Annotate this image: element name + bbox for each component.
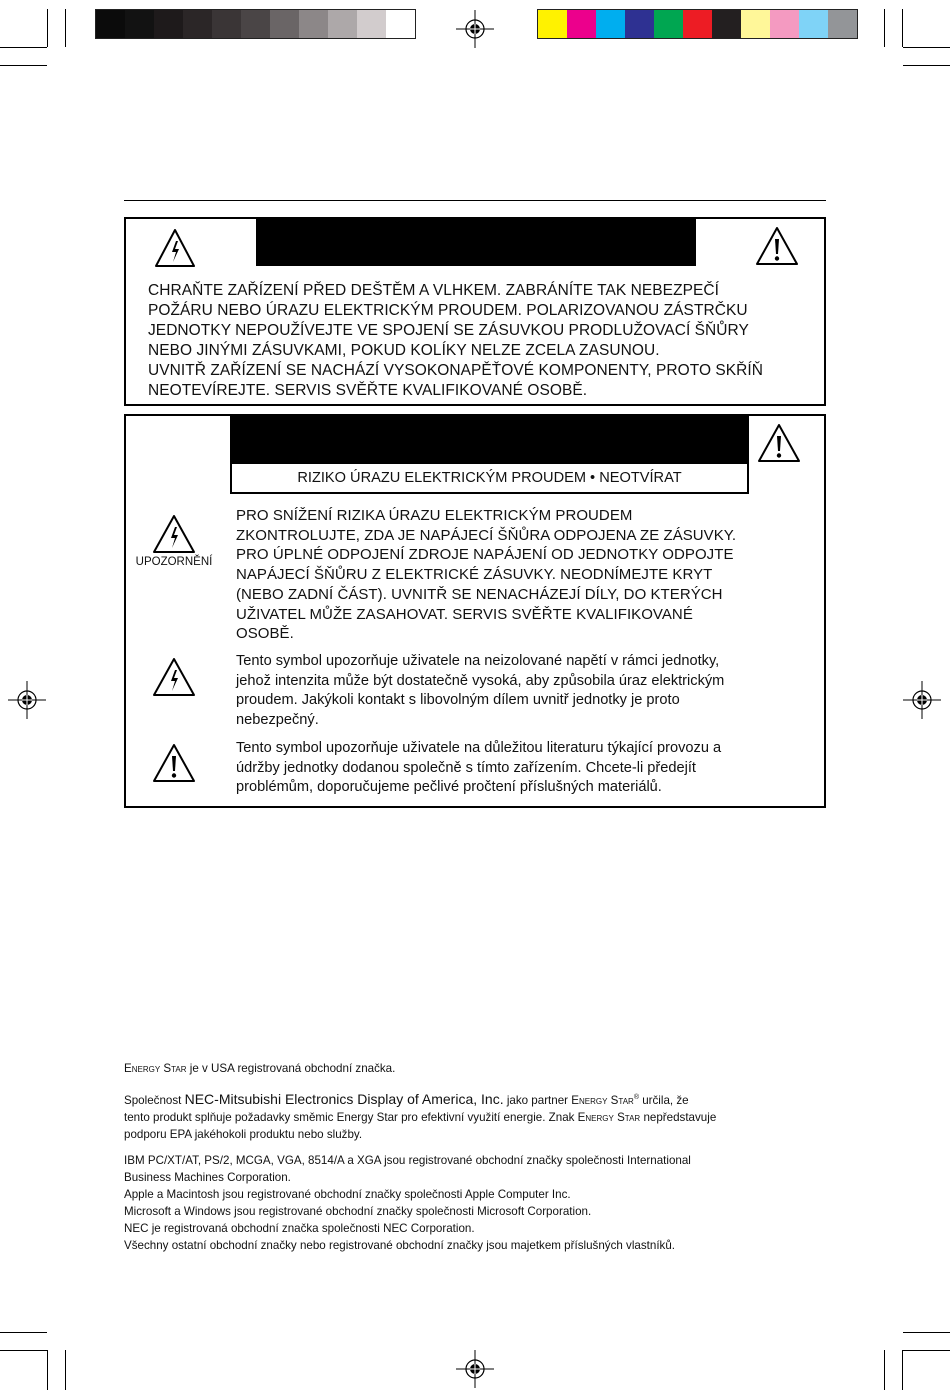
- energy-star-name: Energy Star: [571, 1093, 634, 1107]
- not-endorse-text: nepředstavuje: [640, 1110, 717, 1124]
- registration-mark-icon: [456, 1350, 494, 1388]
- gray-swatch: [241, 10, 270, 38]
- warning-line: JEDNOTKY NEPOUŽÍVEJTE VE SPOJENÍ SE ZÁSUVKOU PRODLUŽOVACÍ ŠŇŮRY: [148, 322, 749, 339]
- energy-star-name: Energy Star: [124, 1062, 187, 1075]
- exclamation-line: údržby jednotky dodanou společně s tímto zařízením. Chcete-li předejít: [236, 759, 696, 776]
- partner-text: jako partner: [503, 1093, 572, 1107]
- lightning-warning-icon: [151, 513, 197, 555]
- caution-line: ZKONTROLUJTE, ZDA JE NAPÁJECÍ ŠŇŮRA ODPOJENA ZE ZÁSUVKY.: [236, 526, 737, 544]
- energy-star-statement: [124, 1089, 834, 1143]
- warning-line: POŽÁRU NEBO ÚRAZU ELEKTRICKÝM PROUDEM. POLARIZOVANOU ZÁSTRČKU: [148, 302, 748, 319]
- color-swatch: [538, 10, 567, 38]
- exclamation-line: Tento symbol upozorňuje uživatele na důležitou literaturu týkající provozu a: [236, 740, 722, 756]
- top-rule: [124, 200, 826, 201]
- company-prefix: Společnost: [124, 1093, 185, 1107]
- gray-swatch: [212, 10, 241, 38]
- gray-swatch: [328, 10, 357, 38]
- lightning-line: jehož intenzita může být dostatečně vysoká, aby způsobila úraz elektrickým: [236, 672, 725, 689]
- caution-title-bar: [230, 416, 749, 464]
- energy-star-name: Energy Star: [577, 1110, 641, 1124]
- exclamation-warning-icon: [756, 422, 802, 464]
- caution-line: UŽIVATEL MŮŽE ZASAHOVAT. SERVIS SVĚŘTE KVALIFIKOVANÉ: [236, 605, 693, 623]
- registration-mark-icon: [456, 10, 494, 48]
- trademark-line: NEC je registrovaná obchodní značka společnosti NEC Corporation.: [124, 1222, 475, 1235]
- color-swatch: [567, 10, 596, 38]
- trademark-list: [124, 1152, 844, 1254]
- epa-line: podporu EPA jakéhokoli produktu nebo služby.: [124, 1127, 363, 1141]
- caution-line: PRO SNÍŽENÍ RIZIKA ÚRAZU ELEKTRICKÝM PROUDEM: [236, 507, 633, 524]
- trademark-line: Apple a Macintosh jsou registrované obchodní značky společnosti Apple Computer Inc.: [124, 1188, 571, 1201]
- caution-box: [124, 414, 826, 808]
- exclamation-symbol-icon: [151, 742, 197, 784]
- process-color-calibration-bar: [537, 9, 858, 39]
- color-swatch: [799, 10, 828, 38]
- risk-label: RIZIKO ÚRAZU ELEKTRICKÝM PROUDEM • NEOTVÍRAT: [230, 464, 749, 494]
- warning-text: [148, 281, 824, 401]
- compliance-text: tento produkt splňuje požadavky směmic Energy Star pro efektivní využití energie. Znak: [124, 1110, 578, 1124]
- registration-mark-icon: [903, 681, 941, 719]
- exclamation-warning-icon: [754, 225, 800, 267]
- caution-line: NAPÁJECÍ ŠŇŮRU Z ELEKTRICKÉ ZÁSUVKY. NEODNÍMEJTE KRYT: [236, 566, 713, 584]
- color-swatch: [596, 10, 625, 38]
- caution-main-text: [236, 506, 820, 644]
- trademark-line: Microsoft a Windows jsou registrované obchodní značky společnosti Microsoft Corporation.: [124, 1205, 592, 1218]
- warning-box: [124, 217, 826, 406]
- lightning-warning-icon: [153, 227, 197, 269]
- compliance-line: [124, 1109, 834, 1126]
- trademark-line: IBM PC/XT/AT, PS/2, MCGA, VGA, 8514/A a XGA jsou registrované obchodní značky společnosti International: [124, 1154, 691, 1167]
- registration-mark-icon: [8, 681, 46, 719]
- color-swatch: [625, 10, 654, 38]
- color-swatch: [770, 10, 799, 38]
- gray-swatch: [125, 10, 154, 38]
- gray-swatch: [270, 10, 299, 38]
- lightning-line: nebezpečný.: [236, 712, 319, 729]
- registered-mark: ®: [633, 1094, 639, 1101]
- gray-swatch: [386, 10, 415, 38]
- warning-title-bar: [256, 219, 696, 266]
- trademark-line: Business Machines Corporation.: [124, 1171, 291, 1184]
- lightning-symbol-icon: [151, 656, 197, 698]
- lightning-symbol-text: [236, 652, 820, 731]
- color-swatch: [741, 10, 770, 38]
- exclamation-symbol-text: [236, 739, 820, 798]
- caution-line: PRO ÚPLNÉ ODPOJENÍ ZDROJE NAPÁJENÍ OD JEDNOTKY ODPOJTE: [236, 546, 734, 564]
- caution-line: (NEBO ZADNÍ ČÁST). UVNITŘ SE NENACHÁZEJÍ DÍLY, DO KTERÝCH: [236, 585, 723, 603]
- company-line: [124, 1089, 834, 1109]
- gray-swatch: [183, 10, 212, 38]
- color-swatch: [654, 10, 683, 38]
- company-name: NEC-Mitsubishi Electronics Display of America, Inc.: [184, 1090, 504, 1107]
- lightning-line: proudem. Jakýkoli kontakt s libovolným dílem uvnitř jednotky je proto: [236, 692, 680, 709]
- determined-text: určila, že: [638, 1093, 689, 1107]
- color-swatch: [828, 10, 857, 38]
- color-swatch: [683, 10, 712, 38]
- grayscale-calibration-bar: [95, 9, 416, 39]
- caution-line: OSOBĚ.: [236, 625, 294, 643]
- caution-icon-label: UPOZORNĚNÍ: [135, 556, 213, 568]
- warning-line: CHRAŇTE ZAŘÍZENÍ PŘED DEŠTĚM A VLHKEM. ZABRÁNÍTE TAK NEBEZPEČÍ: [148, 282, 719, 299]
- exclamation-line: problémům, doporučujeme pečlivé pročtení příslušných materiálů.: [236, 779, 662, 796]
- gray-swatch: [96, 10, 125, 38]
- gray-swatch: [357, 10, 386, 38]
- gray-swatch: [299, 10, 328, 38]
- warning-line: NEBO JINÝMI ZÁSUVKAMI, POKUD KOLÍKY NELZE ZCELA ZASUNOU.: [148, 342, 660, 359]
- gray-swatch: [154, 10, 183, 38]
- energy-star-trademark: [124, 1060, 834, 1077]
- lightning-line: Tento symbol upozorňuje uživatele na neizolované napětí v rámci jednotky,: [236, 653, 720, 669]
- warning-line: UVNITŘ ZAŘÍZENÍ SE NACHÁZÍ VYSOKONAPĚŤOVÉ KOMPONENTY, PROTO SKŘÍŇ: [148, 362, 764, 379]
- trademark-line: Všechny ostatní obchodní značky nebo registrované obchodní značky jsou majetkem příslušných vlastníků.: [124, 1239, 676, 1252]
- color-swatch: [712, 10, 741, 38]
- warning-line: NEOTEVÍREJTE. SERVIS SVĚŘTE KVALIFIKOVANÉ OSOBĚ.: [148, 382, 588, 399]
- trademark-text: je v USA registrovaná obchodní značka.: [186, 1062, 396, 1075]
